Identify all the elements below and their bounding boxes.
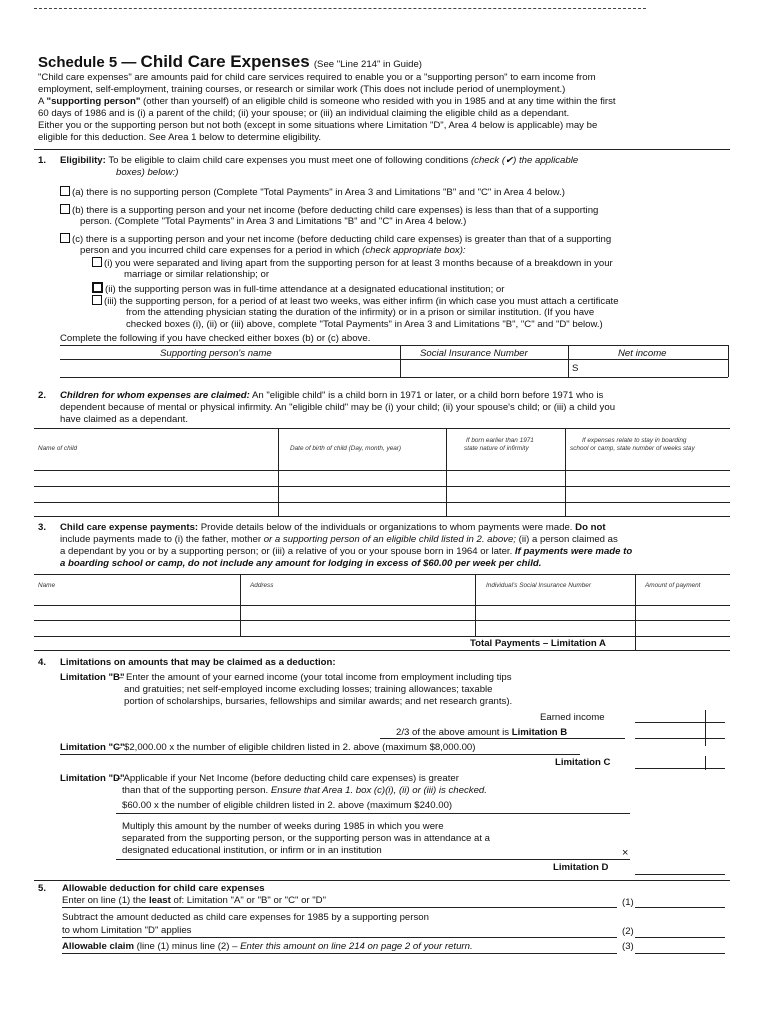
table-rule [34,428,730,429]
complete-instruction: Complete the following if you have checked either boxes (b) or (c) above. [60,333,371,344]
payment-row[interactable] [36,622,726,635]
option-b-text: person. (Complete "Total Payments" in Area 3 and Limitations "B" and "C" in Area 4 below.) [80,216,467,227]
limitation-b-calc [396,727,567,739]
intro-line: employment, self-employment, training courses, or research or similar work (This does not include period of unemployment.) [38,84,566,95]
table-row-line [34,502,730,503]
payments-emphasis: Do not [575,522,606,533]
payments-text: Provide details below of the individuals or organizations to whom payments were made. [198,522,576,533]
line-number-2: (2) [622,926,634,937]
least-term: least [148,895,171,906]
option-ciii [92,295,619,308]
option-cii [92,282,504,296]
entry-line [116,813,630,814]
limitation-d-label: Limitation "D" [60,773,125,784]
entry-line [635,937,725,938]
checkbox-cii[interactable] [92,282,103,293]
limitation-b-text: and gratuities; net self-employed income excluding losses; training allowances; taxable [124,684,493,695]
page-title [38,52,422,73]
allowable-text: of: Limitation "A" or "B" or "C" or "D" [170,895,327,906]
entry-line [635,738,725,739]
limitation-d-field[interactable] [636,862,724,874]
allowable-heading: Allowable deduction for child care expenses [62,883,265,894]
table-rule [60,377,728,378]
entry-line [62,953,617,954]
entry-line [635,953,725,954]
eligibility-label: Eligibility: [60,155,106,166]
table-row-line [34,486,730,487]
payments-text [60,534,618,546]
supporting-income-field[interactable] [582,361,726,375]
option-ci-text: marriage or similar relationship; or [124,269,270,280]
section-number: 1. [38,155,47,166]
supporting-person-term: "supporting person" [46,96,141,107]
limitation-d-multiply: Multiply this amount by the number of weeks during 1985 in which you were [122,821,444,832]
checkbox-ci[interactable] [92,257,102,267]
allowable-line-3 [62,941,473,953]
child-row[interactable] [36,456,726,469]
table-row-line [34,636,730,637]
table-rule [34,650,730,651]
limitation-c-field[interactable] [636,756,724,768]
allowable-claim-label: Allowable claim [62,941,134,952]
allowable-line-2: to whom Limitation "D" applies [62,925,192,936]
limitation-c-text: – $2,000.00 x the number of eligible children listed in 2. above (maximum $8,000.00) [116,742,476,753]
section-number: 2. [38,390,47,401]
option-ciii-text: (iii) the supporting person, for a period of at least two weeks, was either infirm (in which case you must attach a certificate [104,296,619,307]
divider [34,880,730,881]
child-row[interactable] [36,488,726,501]
col-payee-sin: Individual's Social Insurance Number [486,582,591,589]
total-payments-field[interactable] [637,637,729,649]
entry-line [635,768,725,769]
allowable-instruction: Enter this amount on line 214 on page 2 of your return. [240,941,473,952]
limitation-d-instruction: Ensure that Area 1. box (c)(i), (ii) or (iii) is checked. [270,785,487,796]
allowable-text: Enter on line (1) the [62,895,149,906]
section-number: 3. [38,522,47,533]
entry-line [62,937,617,938]
payments-warning: a boarding school or camp, do not include any amount for lodging in excess of $60.00 per week per child. [60,558,542,569]
limitation-d-text: – Applicable if your Net Income (before deducting child care expenses) is greater [116,773,459,784]
option-ciii-text: checked boxes (i), (ii) or (iii) above, complete "Total Payments" in Area 3 and Limitations "B", "C" and "D" below.) [126,319,603,330]
intro-text: (other than yourself) of an eligible child is someone who resided with you in 1985 and at any time within the first [140,96,616,107]
col-sin: Social Insurance Number [420,348,528,359]
payments-text: (ii) a person claimed as [515,534,618,545]
children-text: dependent because of mental or physical infirmity. An "eligible child" may be (i) your child; (ii) your spouse's child; or (iii) a child you [60,402,616,413]
table-col-divider [400,345,401,377]
payments-heading [60,522,606,534]
table-row-line [34,620,730,621]
eligibility-text: To be eligible to claim child care expenses you must meet one of following conditions [105,155,471,166]
checkbox-b[interactable] [60,204,70,214]
allowable-text: (line (1) minus line (2) – [133,941,241,952]
option-c-text: (c) there is a supporting person and your net income (before deducting child care expenses) is greater than that of a supporting [72,234,612,245]
col-payee-address: Address [250,582,274,589]
limitation-b-field[interactable] [636,726,724,738]
section-number: 4. [38,657,47,668]
children-heading [60,390,603,402]
earned-income-label: Earned income [540,712,605,723]
intro-line: Either you or the supporting person but not both (except in some situations where Limitation "D", Area 4 below is applicable) may be [38,120,598,131]
section-number: 5. [38,883,47,894]
limitation-d-text: $60.00 x the number of eligible children listed in 2. above (maximum $240.00) [122,800,453,811]
checkbox-a[interactable] [60,186,70,196]
limitation-d-multiply: separated from the supporting person, or the supporting person was in attendance at a [122,833,490,844]
limitation-b-text: – Enter the amount of your earned income (your total income from employment including tips [118,672,512,683]
option-cii-text: (ii) the supporting person was in full-time attendance at a designated educational institution; or [105,284,505,295]
line-2-field[interactable] [636,925,724,937]
limitation-d-multiply: designated educational institution, or infirm or in an institution [122,845,382,856]
entry-line [380,738,625,739]
intro-line [38,96,616,108]
top-rule [34,8,646,9]
payments-label: Child care expense payments: [60,522,199,533]
option-c [60,233,611,246]
entry-line [635,874,725,875]
option-a-text: (a) there is no supporting person (Complete "Total Payments" in Area 3 and Limitations "B" and "C" in Area 4 below.) [72,187,565,198]
payments-text [60,546,632,558]
s-mark: S [572,363,579,374]
table-rule [60,359,728,360]
entry-line [635,722,725,723]
table-col-divider [728,345,729,377]
table-row-line [34,516,730,517]
payment-row[interactable] [36,607,726,619]
multiply-sign: × [622,847,629,859]
col-supporting-name: Supporting person's name [160,348,272,359]
intro-line: eligible for this deduction. See Area 1 below to determine eligibility. [38,132,322,143]
option-b [60,204,598,217]
table-rule [34,574,730,575]
col-payment-amount: Amount of payment [645,582,701,589]
children-text: An "eligible child" is a child born in 1971 or later, or a child born before 1971 who is [249,390,604,401]
title-ref: (See "Line 214" in Guide) [313,59,422,70]
allowable-line-1 [62,895,326,907]
intro-line: 60 days of 1986 and is (i) a parent of the child; (ii) your spouse; or (iii) an individual claiming the eligible child as a dependant. [38,108,570,119]
option-ci [92,257,613,270]
col-boarding: If expenses relate to stay in boarding [582,437,687,444]
col-infirm: state nature of infirmity [464,445,529,452]
limitation-d-result: Limitation D [553,862,609,873]
option-ciii-text: from the attending physician stating the duration of the infirmity) or in a prison or similar institution. (If you have [126,307,595,318]
limitations-heading: Limitations on amounts that may be claimed as a deduction: [60,657,336,668]
eligibility-instruction: boxes) below:) [116,167,179,178]
option-a [60,186,565,199]
payments-text: a dependant by you or by a supporting person; or (iii) a relative of you or your spouse born in 1964 or later. [60,546,515,557]
supporting-sin-field[interactable] [402,361,566,375]
col-boarding: school or camp, state number of weeks stay [570,445,695,452]
allowable-line-2: Subtract the amount deducted as child care expenses for 1985 by a supporting person [62,912,429,923]
option-c-instruction: (check appropriate box): [362,245,466,256]
limitation-b-label: Limitation "B" [60,672,125,683]
payment-row[interactable] [36,592,726,604]
table-row-line [34,605,730,606]
earned-income-field[interactable] [636,710,724,722]
entry-line [60,754,580,755]
line-number-3: (3) [622,941,634,952]
limitation-b-text: portion of scholarships, bursaries, fellowships and similar awards; and net research grants). [124,696,513,707]
table-col-divider [568,345,569,377]
intro-text: A [38,96,47,107]
eligibility-instruction: (check (✔) the applicable [470,155,579,166]
payments-warning: If payments were made to [514,546,633,557]
supporting-name-field[interactable] [62,361,398,375]
total-payments-label: Total Payments – Limitation A [470,638,606,649]
col-child-dob: Date of birth of child (Day, month, year) [290,445,402,452]
option-c-text: person and you incurred child care expenses for a period in which [80,245,363,256]
entry-line [62,907,617,908]
option-ci-text: (i) you were separated and living apart from the supporting person for at least 3 months because of a breakdown in your [104,258,613,269]
title-schedule: Schedule 5 — [38,54,137,71]
option-c-text [80,245,466,257]
entry-line [635,907,725,908]
intro-line: "Child care expenses" are amounts paid for child care services required to enable you or a "supporting person" to earn income from [38,72,596,83]
payments-text-italic: or a supporting person of an eligible child listed in 2. above; [263,534,516,545]
limitation-d-text: than that of the supporting person. [122,785,271,796]
line-3-field[interactable] [636,941,724,953]
limitation-d-text [122,785,487,797]
option-b-text: (b) there is a supporting person and your net income (before deducting child care expenses) is less than that of a supporting [72,205,599,216]
title-main: Child Care Expenses [140,52,310,71]
line-1-field[interactable] [636,895,724,907]
line-number-1: (1) [622,897,634,908]
col-infirm: If born earlier than 1971 [466,437,534,444]
limitation-c-result: Limitation C [555,757,611,768]
children-label: Children for whom expenses are claimed: [60,390,250,401]
checkbox-ciii[interactable] [92,295,102,305]
children-text: have claimed as a dependant. [60,414,189,425]
col-child-name: Name of child [38,445,78,452]
limitation-c-label: Limitation "C" [60,742,125,753]
entry-line [116,859,630,860]
table-row-line [34,470,730,471]
checkbox-c[interactable] [60,233,70,243]
child-row[interactable] [36,472,726,485]
divider [34,149,730,150]
table-rule [60,345,728,346]
eligibility-heading [60,155,578,167]
limitation-b-result: Limitation B [511,727,568,738]
limitation-b-calc-text: 2/3 of the above amount is [396,727,512,738]
payments-text: include payments made to (i) the father, mother [60,534,264,545]
col-payee-name: Name [38,582,56,589]
col-net-income: Net income [618,348,667,359]
